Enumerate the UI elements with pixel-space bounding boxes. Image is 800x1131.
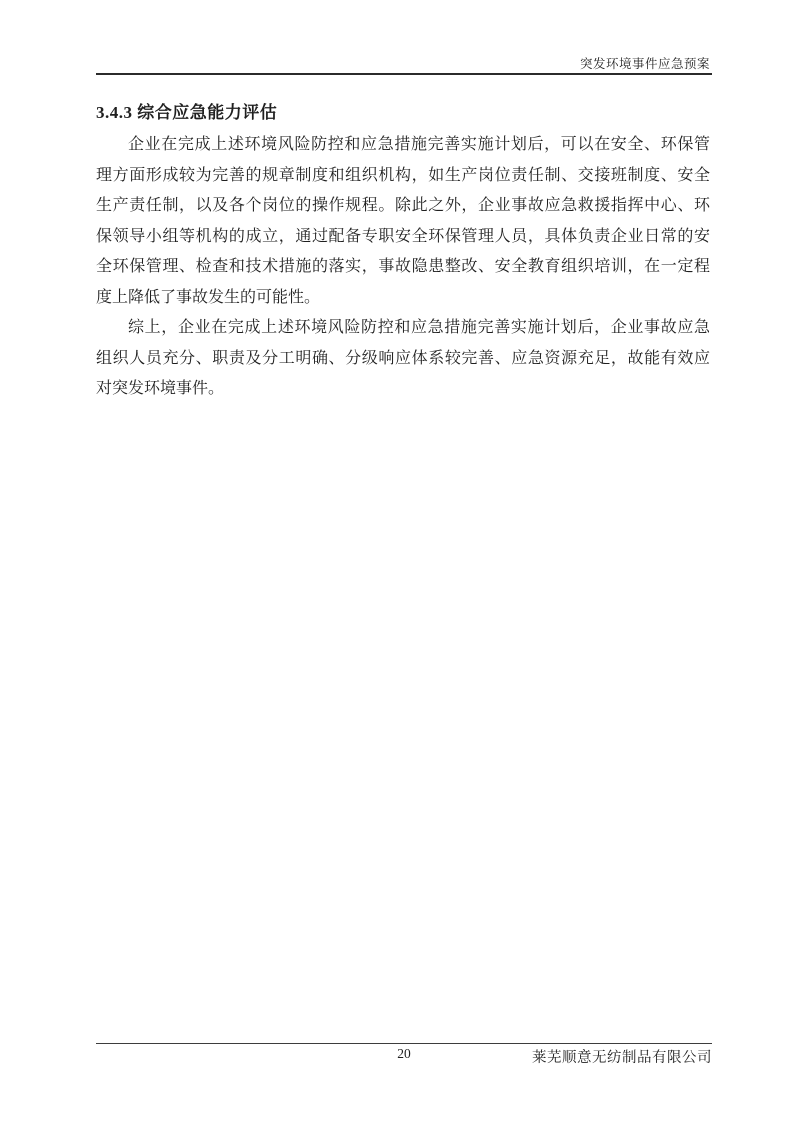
paragraph-line: 组织人员充分、职责及分工明确、分级响应体系较完善、应急资源充足，故能有效应 [96, 349, 710, 367]
paragraph-line: 度上降低了事故发生的可能性。 [96, 288, 321, 306]
paragraph [96, 130, 710, 313]
page-number: 20 [397, 1046, 411, 1061]
footer-company-name: 莱芜顺意无纺制品有限公司 [532, 1050, 712, 1066]
paragraph-line: 全环保管理、检查和技术措施的落实，事故隐患整改、安全教育组织培训，在一定程 [96, 258, 710, 275]
header-title: 突发环境事件应急预案 [579, 57, 710, 71]
page-footer [96, 1046, 712, 1068]
header-divider [96, 73, 712, 75]
paragraph-line: 对突发环境事件。 [96, 380, 225, 397]
section-heading: 3.4.3 综合应急能力评估 [96, 103, 278, 122]
paragraph [96, 313, 710, 405]
paragraph-line: 保领导小组等机构的成立，通过配备专职安全环保管理人员，具体负责企业日常的安 [96, 227, 710, 245]
paragraph-line: 理方面形成较为完善的规章制度和组织机构，如生产岗位责任制、交接班制度、安全 [96, 166, 710, 184]
paragraph-line: 生产责任制，以及各个岗位的操作规程。除此之外，企业事故应急救援指挥中心、环 [96, 197, 710, 214]
paragraph-line: 企业在完成上述环境风险防控和应急措施完善实施计划后，可以在安全、环保管 [128, 136, 710, 153]
paragraph-line: 综上，企业在完成上述环境风险防控和应急措施完善实施计划后，企业事故应急 [128, 319, 710, 336]
body-text [96, 130, 710, 405]
footer-divider [96, 1043, 712, 1044]
